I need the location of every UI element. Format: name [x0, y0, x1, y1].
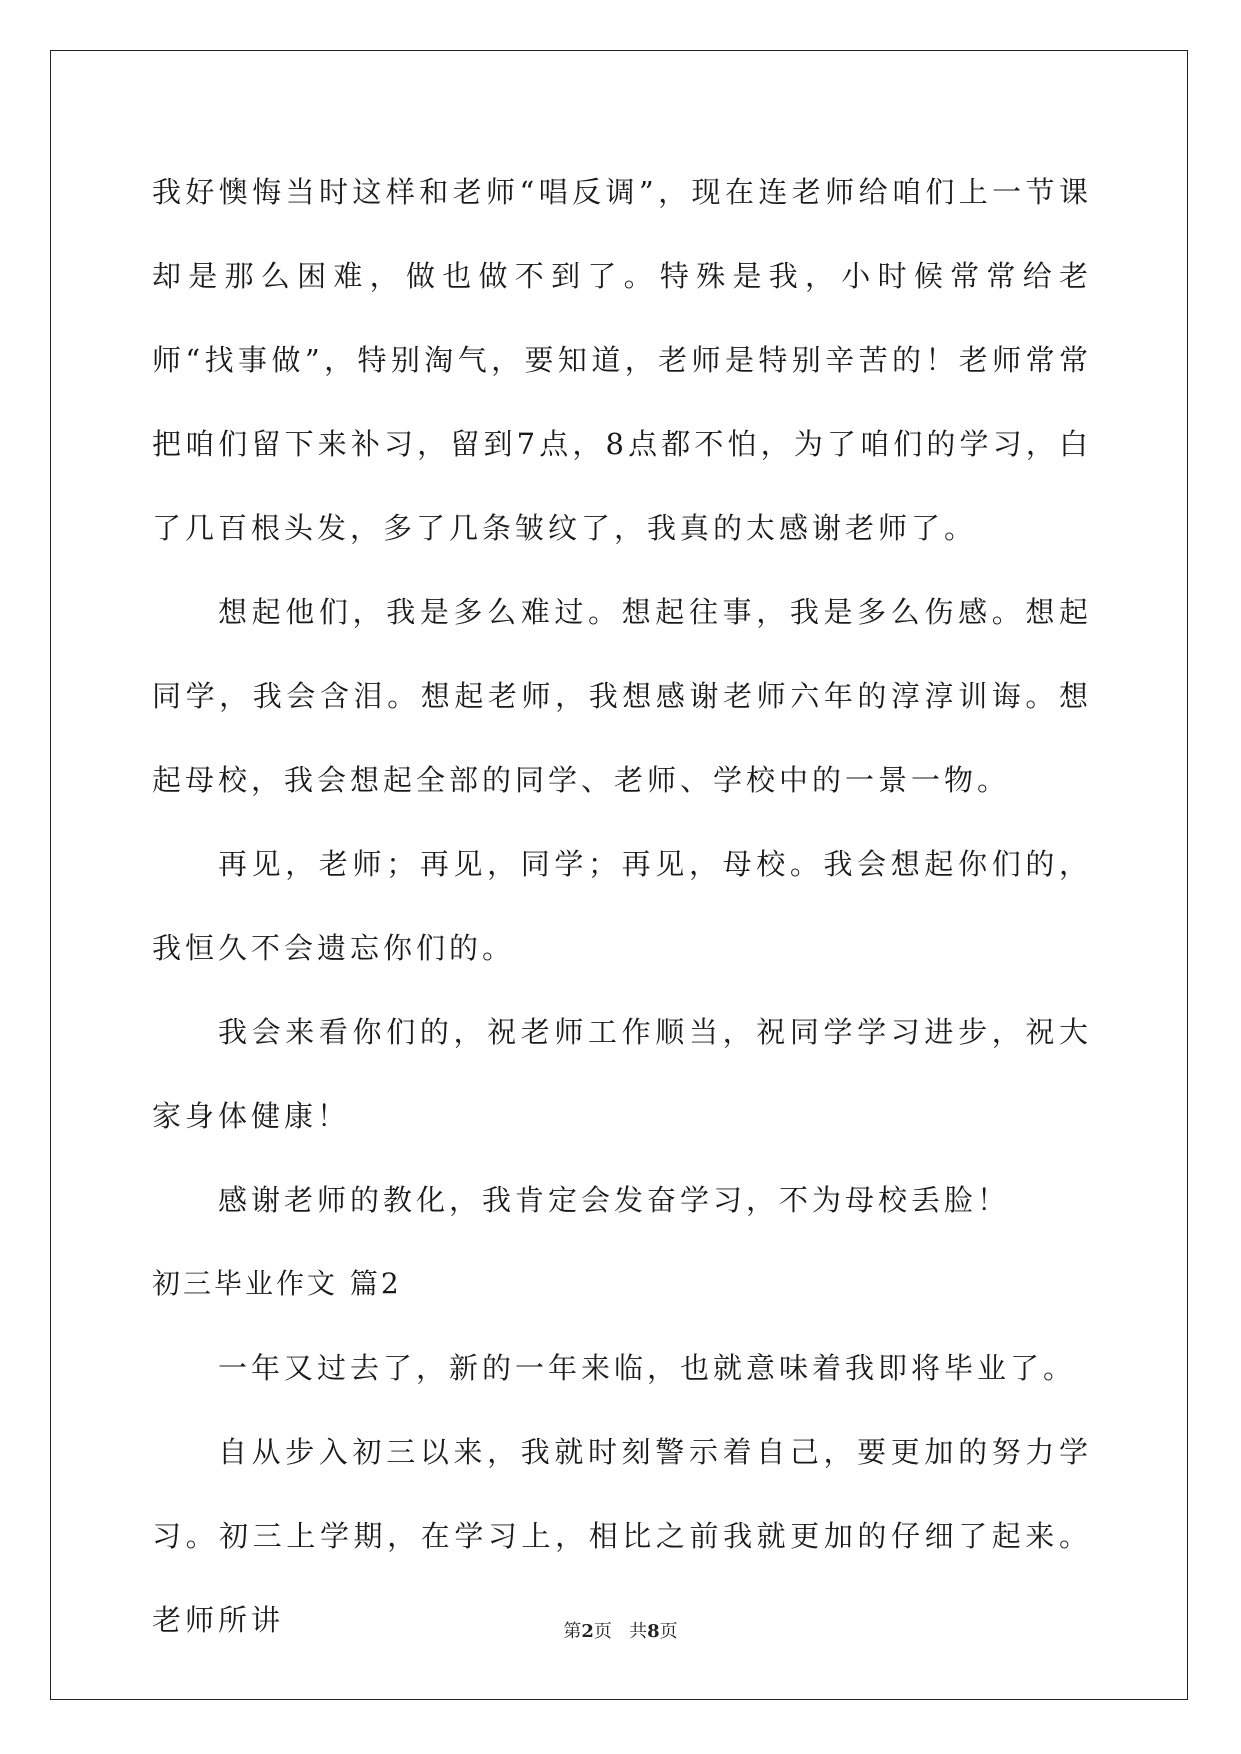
total-label-suffix: 页	[659, 1621, 678, 1642]
total-label-prefix: 共	[629, 1621, 648, 1642]
document-body	[152, 150, 1092, 1662]
paragraph: 感谢老师的教化，我肯定会发奋学习，不为母校丢脸！	[218, 1183, 1011, 1217]
paragraph: 我会来看你们的，祝老师工作顺当，祝同学学习进步，祝大家身体健康！	[152, 1015, 1092, 1133]
paragraph: 一年又过去了，新的一年来临，也就意味着我即将毕业了。	[218, 1351, 1077, 1385]
page-label-prefix: 第	[563, 1621, 582, 1642]
paragraph: 想起他们，我是多么难过。想起往事，我是多么伤感。想起同学，我会含泪。想起老师，我想感谢老师六年的淳淳训诲。想起母校，我会想起全部的同学、老师、学校中的一景一物。	[152, 595, 1092, 797]
current-page-number: 2	[581, 1621, 594, 1642]
total-page-count: 8	[647, 1621, 660, 1642]
paragraph: 我好懊悔当时这样和老师“唱反调”，现在连老师给咱们上一节课却是那么困难，做也做不到了。特殊是我，小时候常常给老师“找事做”，特别淘气，要知道，老师是特别辛苦的！老师常常把咱们留下来补习，留到7点，8点都不怕，为了咱们的学习，白了几百根头发，多了几条皱纹了，我真的太感谢老师了。	[152, 175, 1092, 545]
page-label-suffix: 页	[593, 1621, 612, 1642]
page-footer	[0, 1617, 1241, 1643]
paragraph: 自从步入初三以来，我就时刻警示着自己，要更加的努力学习。初三上学期，在学习上，相比之前我就更加的仔细了起来。老师所讲	[152, 1435, 1092, 1637]
paragraph: 再见，老师；再见，同学；再见，母校。我会想起你们的，我恒久不会遗忘你们的。	[152, 847, 1092, 965]
section-heading: 初三毕业作文 篇2	[152, 1267, 402, 1300]
